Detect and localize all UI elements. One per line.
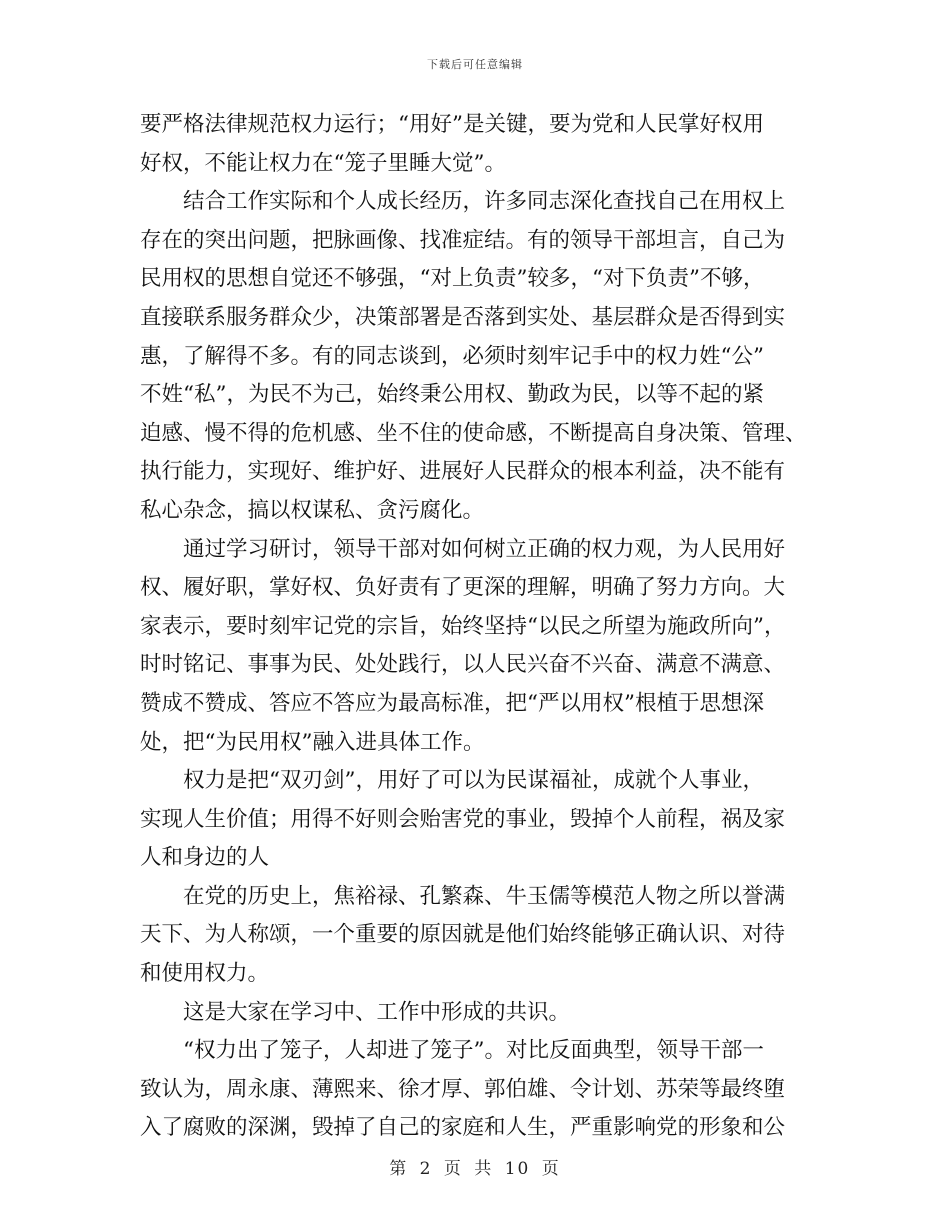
text-line: 时时铭记、事事为民、处处践行，以人民兴奋不兴奋、满意不满意、 xyxy=(140,652,786,678)
text-line: 直接联系服务群众少，决策部署是否落到实处、基层群众是否得到实 xyxy=(140,304,786,330)
paragraph xyxy=(140,1032,812,1148)
text-line: 实现人生价值；用得不好则会贻害党的事业，毁掉个人前程，祸及家 xyxy=(140,806,786,832)
text-line: 存在的突出问题，把脉画像、找准症结。有的领导干部坦言，自己为 xyxy=(140,227,786,253)
text-line: 家表示，要时刻牢记党的宗旨，始终坚持“以民之所望为施政所向”， xyxy=(140,613,786,639)
text-line: 要严格法律规范权力运行；“用好”是关键，要为党和人民掌好权用 xyxy=(140,112,764,137)
text-line: 处，把“为民用权”融入进具体工作。 xyxy=(140,729,485,755)
text-line: 天下、为人称颂，一个重要的原因就是他们始终能够正确认识、对待 xyxy=(140,922,786,948)
text-line: 赞成不赞成、答应不答应为最高标准，把“严以用权”根植于思想深 xyxy=(140,690,764,716)
text-line: 结合工作实际和个人成长经历，许多同志深化查找自己在用权上 xyxy=(183,189,786,215)
text-line: 通过学习研讨，领导干部对如何树立正确的权力观，为人民用好 xyxy=(183,536,786,562)
text-line: 入了腐败的深渊，毁掉了自己的家庭和人生，严重影响党的形象和公 xyxy=(140,1115,786,1141)
text-line: 致认为，周永康、薄熙来、徐才厚、郭伯雄、令计划、苏荣等最终堕 xyxy=(140,1076,786,1102)
paragraph xyxy=(140,994,812,1033)
text-line: 民用权的思想自觉还不够强，“对上负责”较多，“对下负责”不够， xyxy=(140,266,765,292)
text-line: 这是大家在学习中、工作中形成的共识。 xyxy=(183,999,571,1025)
page-header: 下载后可任意编辑 xyxy=(427,58,523,71)
text-line: 迫感、慢不得的危机感、坐不住的使命感，不断提高自身决策、管理、 xyxy=(140,420,807,446)
text-line: 和使用权力。 xyxy=(140,961,270,987)
text-line: 不姓“私”，为民不为己，始终秉公用权、勤政为民，以等不起的紧 xyxy=(140,382,764,408)
text-line: 人和身边的人 xyxy=(140,845,270,871)
page-footer: 第 2 页 共 10 页 xyxy=(389,1159,561,1179)
paragraph xyxy=(140,106,812,183)
paragraph xyxy=(140,762,812,878)
paragraph xyxy=(140,531,812,763)
text-line: 惠，了解得不多。有的同志谈到，必须时刻牢记手中的权力姓“公” xyxy=(140,343,764,369)
text-line: 权力是把“双刃剑”，用好了可以为民谋福祉，成就个人事业， xyxy=(183,768,764,794)
text-line: “权力出了笼子，人却进了笼子”。对比反面典型，领导干部一 xyxy=(183,1038,764,1064)
paragraph xyxy=(140,878,812,994)
document-body xyxy=(140,106,812,1148)
text-line: 执行能力，实现好、维护好、进展好人民群众的根本利益，决不能有 xyxy=(140,459,786,485)
paragraph xyxy=(140,183,812,530)
text-line: 权、履好职，掌好权、负好责有了更深的理解，明确了努力方向。大 xyxy=(140,575,786,601)
text-line: 好权，不能让权力在“笼子里睡大觉”。 xyxy=(140,150,506,176)
text-line: 在党的历史上，焦裕禄、孔繁森、牛玉儒等模范人物之所以誉满 xyxy=(183,883,786,909)
text-line: 私心杂念，搞以权谋私、贪污腐化。 xyxy=(140,497,485,523)
